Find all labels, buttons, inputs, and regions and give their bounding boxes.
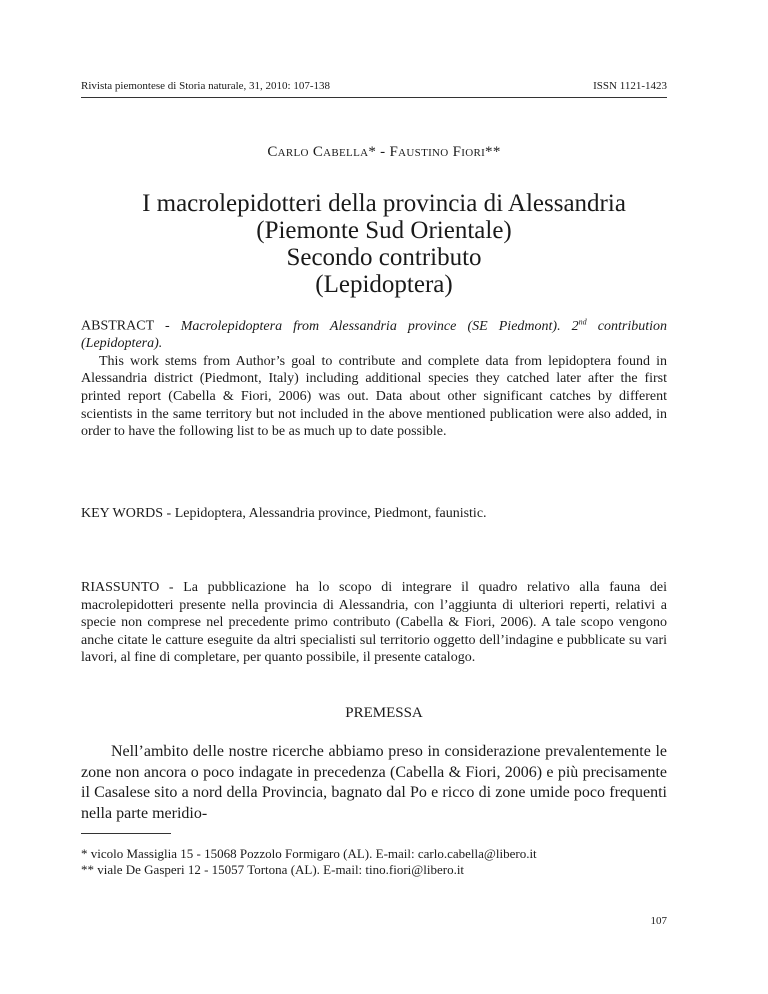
journal-citation: Rivista piemontese di Storia naturale, 31, 2010: 107-138: [81, 80, 330, 92]
footnote-author-2: ** viale De Gasperi 12 - 15057 Tortona (AL). E-mail: tino.fiori@libero.it: [81, 862, 465, 877]
abstract-title-part: Macrolepidoptera from Alessandria province (SE Piedmont). 2: [180, 318, 579, 334]
footnote-author-1: * vicolo Massiglia 15 - 15068 Pozzolo Formigaro (AL). E-mail: carlo.cabella@libero.it: [81, 846, 537, 861]
page-number: 107: [650, 915, 667, 927]
abstract-label: ABSTRACT -: [81, 318, 181, 334]
article-title: [0, 190, 768, 298]
abstract: [81, 313, 667, 441]
title-line: (Lepidoptera): [315, 271, 453, 298]
title-line: Secondo contributo: [286, 244, 482, 271]
authors: Carlo Cabella* - Faustino Fiori**: [267, 144, 501, 160]
issn: ISSN 1121-1423: [593, 80, 667, 92]
footnote-rule: [81, 833, 171, 834]
header-rule: [81, 97, 667, 98]
abstract-heading: [81, 313, 667, 353]
section-heading-premessa: PREMESSA: [345, 705, 423, 721]
abstract-body: This work stems from Author’s goal to contribute and complete data from lepidoptera found in Alessandria district (Piedmont, Italy) including additional species they catched later after the first printed report (Cabella & Fiori, 2006) was out. Data about other significant catches by different scientists in the same territory but not included in the above mentioned publication were also added, in order to have the following list to be as much up to date possible.: [81, 353, 667, 440]
keywords: KEY WORDS - Lepidoptera, Alessandria province, Piedmont, faunistic.: [81, 506, 487, 521]
ordinal-suffix: nd: [578, 317, 587, 326]
intro-paragraph: Nell’ambito delle nostre ricerche abbiamo preso in considerazione prevalentemente le zone non ancora o poco indagate in precedenza (Cabella & Fiori, 2006) e più precisamente il Casalese sito a nord della Provincia, bagnato dal Po e ricco di zone umide poco frequenti nella parte meridio-: [81, 743, 667, 822]
footnotes: [81, 846, 681, 878]
title-line: I macrolepidotteri della provincia di Alessandria: [142, 190, 626, 217]
riassunto: RIASSUNTO - La pubblicazione ha lo scopo di integrare il quadro relativo alla fauna dei macrolepidotteri presente nella provincia di Alessandria, con l’aggiunta di ulteriori reperti, relativi a specie non comprese nel precedente primo contributo (Cabella & Fiori, 2006). A tale scopo vengono anche citate le catture eseguite da altri specialisti sul territorio oggetto dell’indagine e pubblicate su vari lavori, al fine di completare, per quanto possibile, il presente catalogo.: [81, 580, 667, 666]
abstract-title-part: contribution (Lepidoptera).: [81, 318, 667, 352]
title-line: (Piemonte Sud Orientale): [256, 217, 512, 244]
